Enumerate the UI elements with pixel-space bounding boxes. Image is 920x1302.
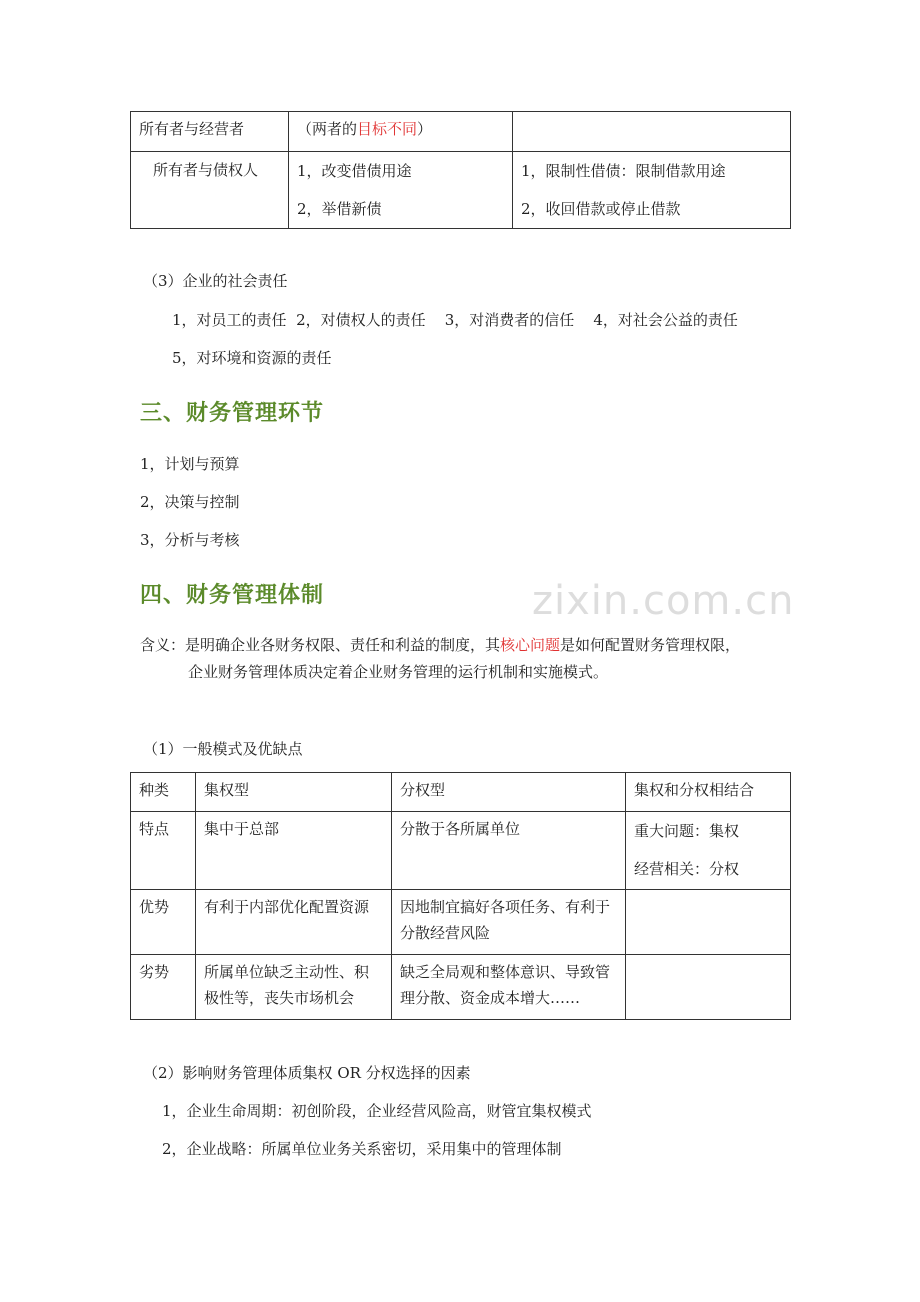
list-item: 2，决策与控制	[140, 493, 240, 511]
cell-text: 集中于总部	[204, 820, 280, 838]
table-header-cell	[392, 773, 626, 812]
table-cell	[513, 112, 791, 152]
mode-table	[130, 772, 791, 1020]
list-item: 1，企业生命周期：初创阶段，企业经营风险高，财管宜集权模式	[162, 1102, 592, 1120]
header-label: 集权和分权相结合	[634, 781, 755, 799]
table-cell	[131, 890, 196, 955]
definition-line: 企业财务管理体质决定着企业财务管理的运行机制和实施模式。	[188, 663, 609, 681]
list-item: 2，企业战略：所属单位业务关系密切，采用集中的管理体制	[162, 1140, 562, 1158]
cell-line: 1，限制性借债：限制借款用途	[521, 162, 726, 180]
row-label: 所有者与经营者	[139, 120, 245, 138]
section-heading: 四、财务管理体制	[140, 583, 325, 608]
cell-line: 1，改变借债用途	[297, 162, 412, 180]
table-cell	[196, 890, 392, 955]
section-subtitle: （2）影响财务管理体质集权 OR 分权选择的因素	[143, 1064, 471, 1082]
table-cell	[626, 812, 791, 890]
cell-text: 分散于各所属单位	[400, 820, 521, 838]
cell-line: 重大问题：集权	[634, 822, 740, 840]
table-cell	[131, 152, 289, 229]
table-cell	[392, 890, 626, 955]
header-label: 集权型	[204, 781, 250, 799]
table-cell	[392, 812, 626, 890]
highlight-text: 核心问题	[500, 636, 561, 654]
table-cell	[626, 955, 791, 1020]
text-segment: ）	[417, 120, 433, 138]
paragraph-line: 1，对员工的责任 2，对债权人的责任 3，对消费者的信任 4，对社会公益的责任	[172, 311, 738, 329]
table-header-cell	[626, 773, 791, 812]
table-cell	[392, 955, 626, 1020]
table-cell	[289, 112, 513, 152]
section-subtitle: （1）一般模式及优缺点	[143, 740, 303, 758]
stakeholder-table	[130, 111, 791, 229]
header-label: 分权型	[400, 781, 446, 799]
highlight-text: 目标不同	[357, 120, 418, 138]
cell-text	[626, 955, 790, 959]
cell-text	[513, 112, 790, 117]
list-item: 3，分析与考核	[140, 531, 240, 549]
watermark: zixin.com.cn	[532, 578, 795, 624]
table-cell	[513, 152, 791, 229]
list-item: 1，计划与预算	[140, 455, 240, 473]
table-header-cell	[131, 773, 196, 812]
table-cell	[289, 152, 513, 229]
table-header-cell	[196, 773, 392, 812]
table-cell	[131, 112, 289, 152]
table-cell	[196, 955, 392, 1020]
cell-text: 因地制宜搞好各项任务、有利于分散经营风险	[400, 898, 611, 942]
cell-line: 2，收回借款或停止借款	[521, 200, 681, 218]
section-heading: 三、财务管理环节	[140, 401, 325, 426]
paragraph-line: 5，对环境和资源的责任	[172, 349, 332, 367]
header-label: 种类	[139, 781, 170, 799]
section-subtitle: （3）企业的社会责任	[143, 272, 288, 290]
definition-line	[140, 634, 740, 655]
row-label: 所有者与债权人	[153, 161, 259, 179]
row-label: 劣势	[139, 963, 170, 981]
text-segment: 是如何配置财务管理权限，	[560, 636, 741, 654]
row-label: 优势	[139, 898, 170, 916]
cell-line: 2，举借新债	[297, 200, 382, 218]
text-segment: （两者的	[297, 120, 358, 138]
table-cell	[131, 812, 196, 890]
text-segment: 含义：是明确企业各财务权限、责任和利益的制度，其	[140, 636, 501, 654]
table-cell	[131, 955, 196, 1020]
cell-text	[626, 890, 790, 894]
cell-text: 所属单位缺乏主动性、积极性等，丧失市场机会	[204, 963, 370, 1007]
cell-text	[289, 112, 512, 142]
cell-text: 有利于内部优化配置资源	[204, 898, 370, 916]
cell-text: 缺乏全局观和整体意识、导致管理分散、资金成本增大……	[400, 963, 611, 1007]
table-cell	[626, 890, 791, 955]
table-cell	[196, 812, 392, 890]
cell-line: 经营相关：分权	[634, 860, 740, 878]
row-label: 特点	[139, 820, 170, 838]
